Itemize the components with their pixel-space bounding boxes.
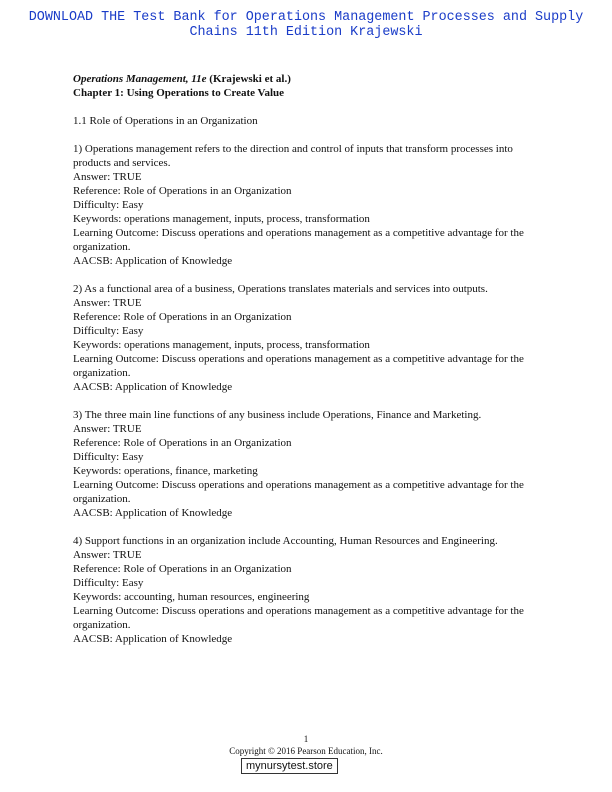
question-block (73, 408, 543, 520)
question-reference: Reference: Role of Operations in an Organization (73, 437, 292, 449)
question-difficulty: Difficulty: Easy (73, 199, 144, 211)
section-title: 1.1 Role of Operations in an Organization (73, 115, 258, 127)
page-number: 1 (303, 734, 309, 744)
question-reference: Reference: Role of Operations in an Organization (73, 185, 292, 197)
question-answer: Answer: TRUE (73, 423, 142, 435)
book-header (73, 72, 543, 86)
question-keywords: Keywords: accounting, human resources, engineering (73, 591, 310, 603)
document-body (73, 72, 543, 660)
question-keywords: Keywords: operations management, inputs, process, transformation (73, 213, 370, 225)
question-aacsb: AACSB: Application of Knowledge (73, 633, 233, 645)
question-learning-outcome: Learning Outcome: Discuss operations and operations management as a competitive advantage for the organization. (73, 605, 524, 631)
question-learning-outcome: Learning Outcome: Discuss operations and operations management as a competitive advantage for the organization. (73, 479, 524, 505)
question-answer: Answer: TRUE (73, 171, 142, 183)
watermark-link[interactable]: mynursytest.store (241, 758, 338, 774)
banner-line-2: Chains 11th Edition Krajewski (189, 25, 423, 40)
question-block (73, 142, 543, 268)
question-answer: Answer: TRUE (73, 549, 142, 561)
book-title: Operations Management, 11e (73, 73, 207, 85)
question-reference: Reference: Role of Operations in an Organization (73, 563, 292, 575)
question-answer: Answer: TRUE (73, 297, 142, 309)
question-learning-outcome: Learning Outcome: Discuss operations and operations management as a competitive advantage for the organization. (73, 227, 524, 253)
question-block (73, 534, 543, 646)
question-text: 1) Operations management refers to the direction and control of inputs that transform processes into products and services. (73, 143, 513, 169)
book-authors: (Krajewski et al.) (206, 73, 291, 85)
question-difficulty: Difficulty: Easy (73, 451, 144, 463)
chapter-title: Chapter 1: Using Operations to Create Value (73, 87, 285, 99)
copyright-notice: Copyright © 2016 Pearson Education, Inc. (229, 746, 383, 756)
question-aacsb: AACSB: Application of Knowledge (73, 381, 233, 393)
question-aacsb: AACSB: Application of Knowledge (73, 507, 233, 519)
question-learning-outcome: Learning Outcome: Discuss operations and operations management as a competitive advantage for the organization. (73, 353, 524, 379)
question-keywords: Keywords: operations management, inputs, process, transformation (73, 339, 370, 351)
question-text: 2) As a functional area of a business, Operations translates materials and services into outputs. (73, 283, 488, 295)
question-text: 3) The three main line functions of any business include Operations, Finance and Marketing. (73, 409, 482, 421)
question-difficulty: Difficulty: Easy (73, 577, 144, 589)
banner-line-1: DOWNLOAD THE Test Bank for Operations Management Processes and Supply (28, 10, 584, 25)
question-keywords: Keywords: operations, finance, marketing (73, 465, 258, 477)
download-banner (0, 10, 612, 40)
question-block (73, 282, 543, 394)
question-reference: Reference: Role of Operations in an Organization (73, 311, 292, 323)
question-aacsb: AACSB: Application of Knowledge (73, 255, 233, 267)
question-text: 4) Support functions in an organization include Accounting, Human Resources and Engineering. (73, 535, 498, 547)
question-difficulty: Difficulty: Easy (73, 325, 144, 337)
